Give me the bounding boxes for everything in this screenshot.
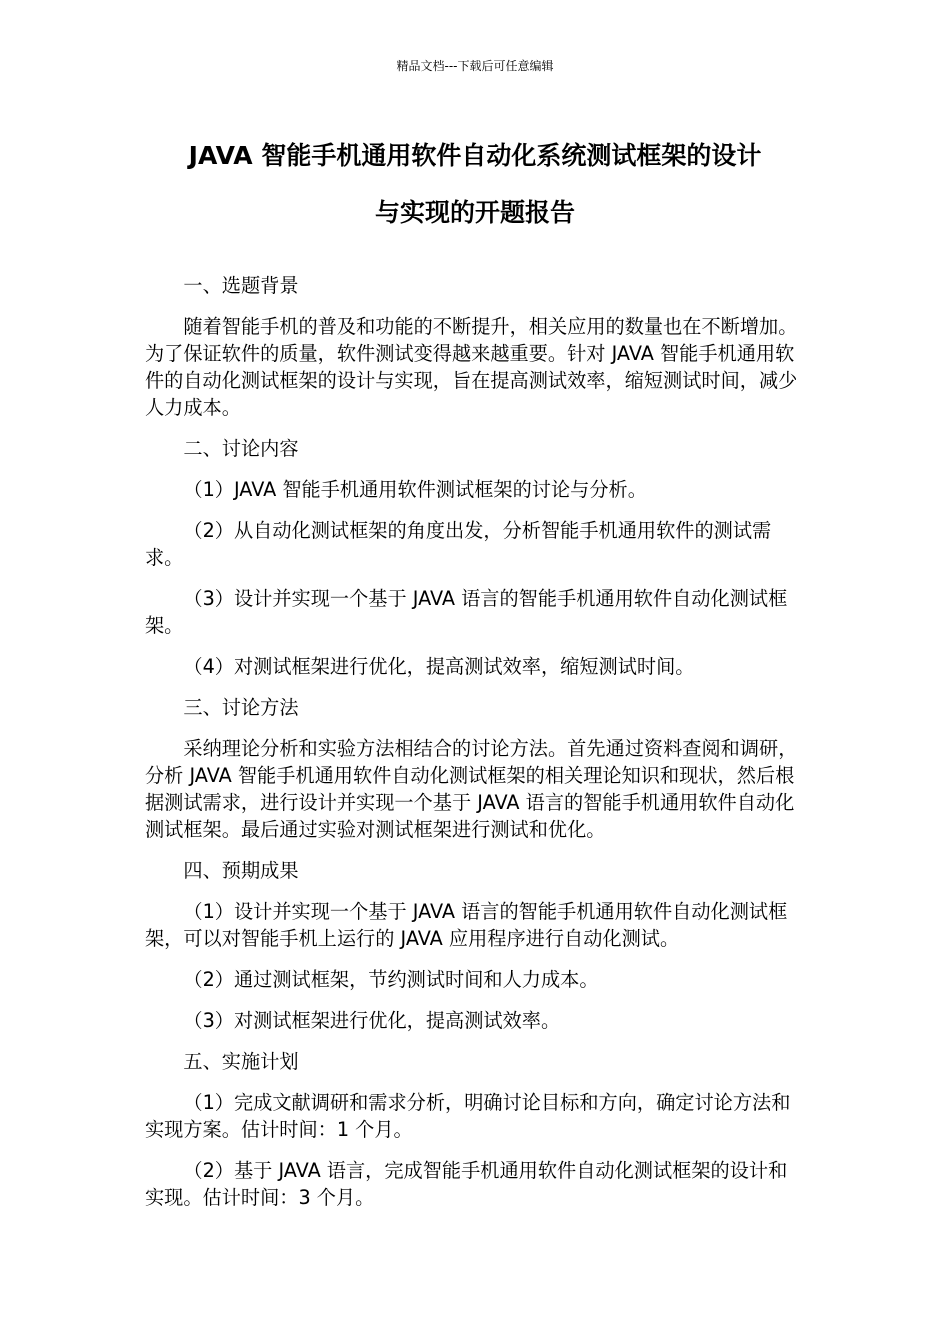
document-title-line-1: JAVA 智能手机通用软件自动化系统测试框架的设计 [188,141,762,170]
section-heading: 二、讨论内容 [183,437,299,460]
document-body [145,272,805,1225]
paragraph: （2）从自动化测试框架的角度出发，分析智能手机通用软件的测试需求。 [145,519,772,569]
paragraph: （2）基于 JAVA 语言，完成智能手机通用软件自动化测试框架的设计和实现。估计时间：3 个月。 [145,1159,788,1209]
document-title-line-2: 与实现的开题报告 [374,198,575,227]
section-heading: 四、预期成果 [183,859,299,882]
paragraph: 采纳理论分析和实验方法相结合的讨论方法。首先通过资料查阅和调研，分析 JAVA 智能手机通用软件自动化测试框架的相关理论知识和现状，然后根据测试需求，进行设计并实现一个基于 JAVA 语言的智能手机通用软件自动化测试框架。最后通过实验对测试框架进行测试和优化。 [145,737,798,841]
paragraph: （1）完成文献调研和需求分析，明确讨论目标和方向，确定讨论方法和实现方案。估计时间：1 个月。 [145,1091,791,1141]
paragraph: （1）设计并实现一个基于 JAVA 语言的智能手机通用软件自动化测试框架，可以对智能手机上运行的 JAVA 应用程序进行自动化测试。 [145,900,788,950]
header-note: 精品文档---下载后可任意编辑 [396,59,554,73]
paragraph: （4）对测试框架进行优化，提高测试效率，缩短测试时间。 [183,655,695,678]
paragraph: （1）JAVA 智能手机通用软件测试框架的讨论与分析。 [183,478,647,501]
section-heading: 三、讨论方法 [183,696,299,719]
section-heading: 五、实施计划 [183,1050,299,1073]
paragraph: （3）对测试框架进行优化，提高测试效率。 [183,1009,561,1032]
paragraph: （2）通过测试框架，节约测试时间和人力成本。 [183,968,599,991]
paragraph: 随着智能手机的普及和功能的不断提升，相关应用的数量也在不断增加。为了保证软件的质量，软件测试变得越来越重要。针对 JAVA 智能手机通用软件的自动化测试框架的设计与实现，旨在提高测试效率，缩短测试时间，减少人力成本。 [145,315,798,419]
paragraph: （3）设计并实现一个基于 JAVA 语言的智能手机通用软件自动化测试框架。 [145,587,788,637]
section-heading: 一、选题背景 [183,274,299,297]
